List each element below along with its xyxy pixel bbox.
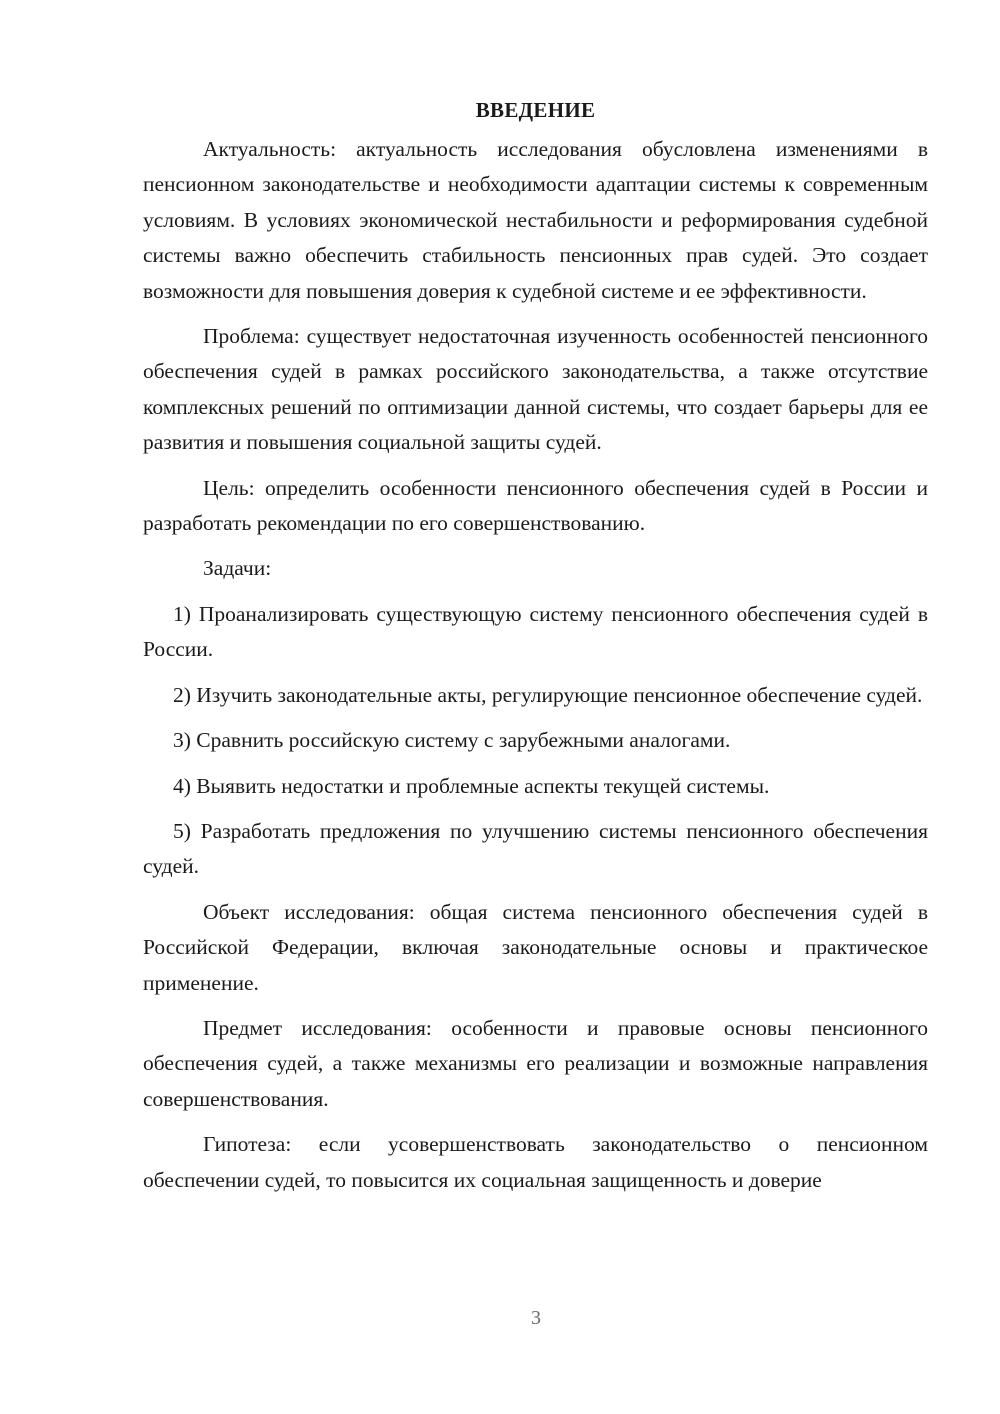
page-number: 3 bbox=[531, 1307, 541, 1329]
task-item: 3) Сравнить российскую систему с зарубежными аналогами. bbox=[173, 728, 731, 753]
paragraph-hypothesis: Гипотеза: если усовершенствовать законодательство о пенсионном обеспечении судей, то повысится их социальная защищенность и доверие bbox=[143, 1132, 928, 1192]
tasks-label: Задачи: bbox=[203, 556, 272, 581]
task-item: 4) Выявить недостатки и проблемные аспекты текущей системы. bbox=[173, 773, 770, 798]
task-item: 2) Изучить законодательные акты, регулирующие пенсионное обеспечение судей. bbox=[173, 682, 923, 707]
paragraph-subject: Предмет исследования: особенности и правовые основы пенсионного обеспечения судей, а также механизмы его реализации и возможные направления совершенствования. bbox=[143, 1015, 928, 1111]
paragraph-object: Объект исследования: общая система пенсионного обеспечения судей в Российской Федерации, включая законодательные основы и практическое применение. bbox=[143, 899, 928, 995]
paragraph-goal: Цель: определить особенности пенсионного обеспечения судей в России и разработать рекомендации по его совершенствованию. bbox=[143, 475, 928, 536]
paragraph-relevance: Актуальность: актуальность исследования обусловлена изменениями в пенсионном законодательстве и необходимости адаптации системы к современным условиям. В условиях экономической нестабильности и реформирования судебной системы важно обеспечить стабильность пенсионных прав судей. Это создает возможности для повышения доверия к судебной системе и ее эффективности. bbox=[143, 137, 928, 303]
paragraph-problem: Проблема: существует недостаточная изученность особенностей пенсионного обеспечения судей в рамках российского законодательства, а также отсутствие комплексных решений по оптимизации данной системы, что создает барьеры для ее развития и повышения социальной защиты судей. bbox=[143, 324, 928, 455]
section-heading: ВВЕДЕНИЕ bbox=[475, 98, 596, 122]
task-item: 5) Разработать предложения по улучшению системы пенсионного обеспечения судей. bbox=[143, 818, 928, 879]
document-body bbox=[143, 92, 928, 1208]
task-item: 1) Проанализировать существующую систему пенсионного обеспечения судей в России. bbox=[143, 601, 928, 662]
